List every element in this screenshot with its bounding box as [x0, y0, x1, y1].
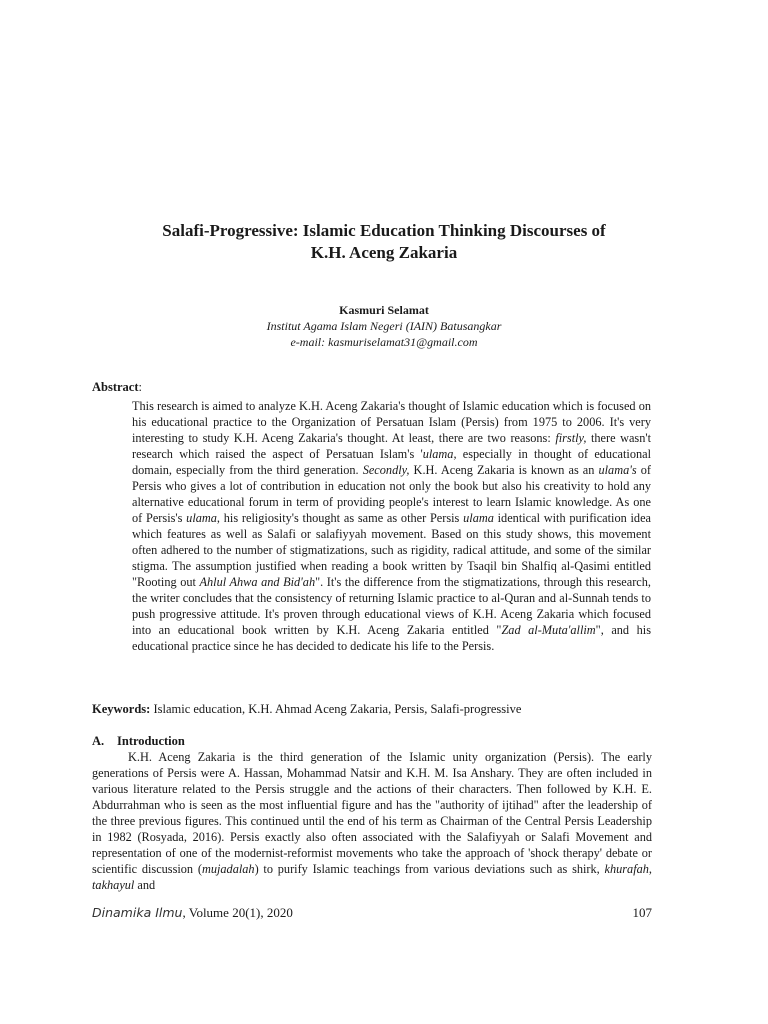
author-block	[0, 302, 768, 350]
author-affiliation: Institut Agama Islam Negeri (IAIN) Batusangkar	[266, 319, 502, 333]
title-line-1: Salafi-Progressive: Islamic Education Thinking Discourses of	[162, 221, 606, 240]
author-name: Kasmuri Selamat	[339, 303, 429, 317]
journal-volume: , Volume 20(1), 2020	[182, 905, 293, 920]
paper-title	[0, 220, 768, 264]
keywords	[92, 701, 652, 717]
section-heading-introduction	[92, 733, 185, 749]
journal-name: Dinamika Ilmu	[92, 905, 183, 920]
keywords-text: Islamic education, K.H. Ahmad Aceng Zakaria, Persis, Salafi-progressive	[150, 702, 522, 716]
keywords-label: Keywords:	[92, 702, 151, 716]
introduction-text: K.H. Aceng Zakaria is the third generation of the Islamic unity organization (Persis). The early generations of Persis were A. Hassan, Mohammad Natsir and K.H. M. Isa Anshary. They are often included in various literature related to the Persis struggle and the actions of their characters. Then followed by K.H. E. Abdurrahman who is seen as the most influential figure and has the "authority of ijtihad" after the leadership of the three previous figures. This continued until the end of his term as Chairman of the Central Persis Leadership in 1982 (Rosyada, 2016). Persis exactly also often associated with the Salafiyyah or Salafi Movement and representation of one of the modernist-reformist movements who take the approach of 'shock therapy' debate or scientific discussion (mujadalah) to purify Islamic teachings from various deviations such as shirk, khurafah, takhayul and	[92, 750, 652, 892]
page-number: 107	[632, 905, 652, 920]
section-number: A.	[92, 734, 105, 748]
title-line-2: K.H. Aceng Zakaria	[310, 243, 458, 262]
abstract-text: This research is aimed to analyze K.H. Aceng Zakaria's thought of Islamic education which is focused on his educational practice to the Organization of Persatuan Islam (Persis) from 1975 to 2006. It's very interesting to study K.H. Aceng Zakaria's thought. At least, there are two reasons: firstly, there wasn't research which raised the aspect of Persatuan Islam's 'ulama, especially in thought of educational domain, especially from the third generation. Secondly, K.H. Aceng Zakaria is known as an ulama's of Persis who gives a lot of contribution in education not only the book but also his creativity to hold any alternative educational forum in term of providing people's interest to learn Islamic knowledge. As one of Persis's ulama, his religiosity's thought as same as other Persis ulama identical with purification idea which features as well as Salafi or salafiyyah movement. Based on this study shows, this movement often adhered to the number of stigmatizations, such as rigidity, radical attitude, and some of the similar stigma. The assumption justified when reading a book written by Tsaqil bin Shalfiq al-Qasimi entitled "Rooting out Ahlul Ahwa and Bid'ah". It's the difference from the stigmatizations, through this research, the writer concludes that the consistency of returning Islamic practice to al-Quran and al-Sunnah tends to push progressive attitude. It's proven through educational views of K.H. Aceng Zakaria which focused into an educational book written by K.H. Aceng Zakaria entitled "Zad al-Muta'allim", and his educational practice since he has decided to dedicate his life to the Persis.	[132, 399, 652, 653]
author-email: e-mail: kasmuriselamat31@gmail.com	[290, 335, 478, 349]
section-title: Introduction	[117, 734, 185, 748]
footer-citation	[92, 905, 293, 921]
abstract-label: Abstract:	[92, 380, 142, 394]
